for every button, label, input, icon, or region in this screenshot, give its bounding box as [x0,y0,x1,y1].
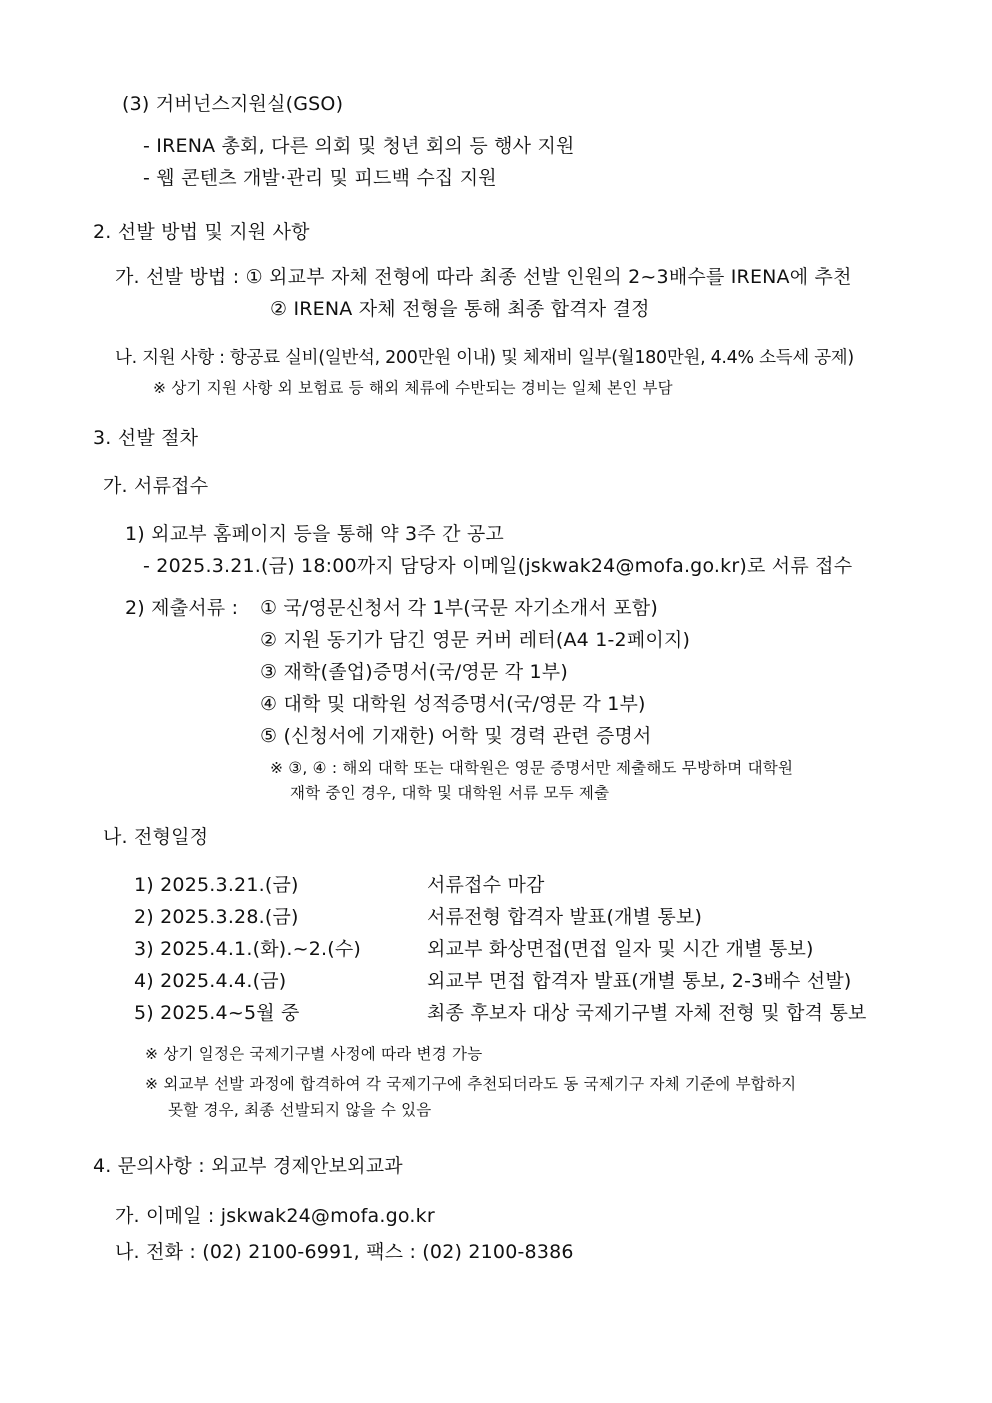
required-doc-item: ⑤ (신청서에 기재한) 어학 및 경력 관련 증명서 [260,725,652,747]
schedule-desc: 최종 후보자 대상 국제기구별 자체 전형 및 합격 통보 [427,1002,867,1024]
section3-title: 3. 선발 절차 [93,427,199,449]
required-doc-item: ④ 대학 및 대학원 성적증명서(국/영문 각 1부) [260,693,646,715]
docs-note-line2: 재학 중인 경우, 대학 및 대학원 서류 모두 제출 [290,784,610,802]
schedule-date: 3) 2025.4.1.(화).~2.(수) [134,938,362,960]
required-docs-label: 2) 제출서류 : [125,597,239,619]
selection-note-line1: ※ 외교부 선발 과정에 합격하여 각 국제기구에 추천되더라도 동 국제기구 자체 기준에 부합하지 [145,1075,797,1093]
schedule-note: ※ 상기 일정은 국제기구별 사정에 따라 변경 가능 [145,1045,483,1063]
schedule-heading: 나. 전형일정 [103,826,209,848]
schedule-desc: 외교부 면접 합격자 발표(개별 통보, 2-3배수 선발) [427,970,852,992]
schedule-date: 5) 2025.4~5월 중 [134,1002,300,1024]
required-doc-item: ③ 재학(졸업)증명서(국/영문 각 1부) [260,661,568,683]
schedule-date: 1) 2025.3.21.(금) [134,874,299,896]
selection-method-line2: ② IRENA 자체 전형을 통해 최종 합격자 결정 [270,298,650,320]
gso-item-web: - 웹 콘텐츠 개발·관리 및 피드백 수집 지원 [143,167,497,189]
required-doc-item: ① 국/영문신청서 각 1부(국문 자기소개서 포함) [260,597,658,619]
section2-title: 2. 선발 방법 및 지원 사항 [93,221,310,243]
gso-heading: (3) 거버넌스지원실(GSO) [122,93,344,115]
selection-note-line2: 못할 경우, 최종 선발되지 않을 수 있음 [168,1101,432,1119]
contact-phone: 나. 전화 : (02) 2100-6991, 팩스 : (02) 2100-8386 [115,1241,574,1263]
schedule-date: 4) 2025.4.4.(금) [134,970,287,992]
schedule-desc: 서류접수 마감 [427,874,545,896]
schedule-desc: 외교부 화상면접(면접 일자 및 시간 개별 통보) [427,938,814,960]
deadline-line: - 2025.3.21.(금) 18:00까지 담당자 이메일(jskwak24@mofa.go.kr)로 서류 접수 [143,555,853,577]
document-submission-heading: 가. 서류접수 [103,475,209,497]
support-note: ※ 상기 지원 사항 외 보험료 등 해외 체류에 수반되는 경비는 일체 본인 부담 [153,379,673,397]
required-doc-item: ② 지원 동기가 담긴 영문 커버 레터(A4 1-2페이지) [260,629,691,651]
support-details: 나. 지원 사항 : 항공료 실비(일반석, 200만원 이내) 및 체재비 일부(월180만원, 4.4% 소득세 공제) [115,348,854,368]
contact-email: 가. 이메일 : jskwak24@mofa.go.kr [115,1205,435,1227]
schedule-desc: 서류전형 합격자 발표(개별 통보) [427,906,703,928]
selection-method-line1: 가. 선발 방법 : ① 외교부 자체 전형에 따라 최종 선발 인원의 2~3배수를 IRENA에 추천 [115,266,852,288]
section4-title: 4. 문의사항 : 외교부 경제안보외교과 [93,1155,403,1177]
gso-item-events: - IRENA 총회, 다른 의회 및 청년 회의 등 행사 지원 [143,135,575,157]
schedule-date: 2) 2025.3.28.(금) [134,906,299,928]
notice-line: 1) 외교부 홈페이지 등을 통해 약 3주 간 공고 [125,523,504,545]
docs-note-line1: ※ ③, ④ : 해외 대학 또는 대학원은 영문 증명서만 제출해도 무방하며 대학원 [270,759,794,777]
